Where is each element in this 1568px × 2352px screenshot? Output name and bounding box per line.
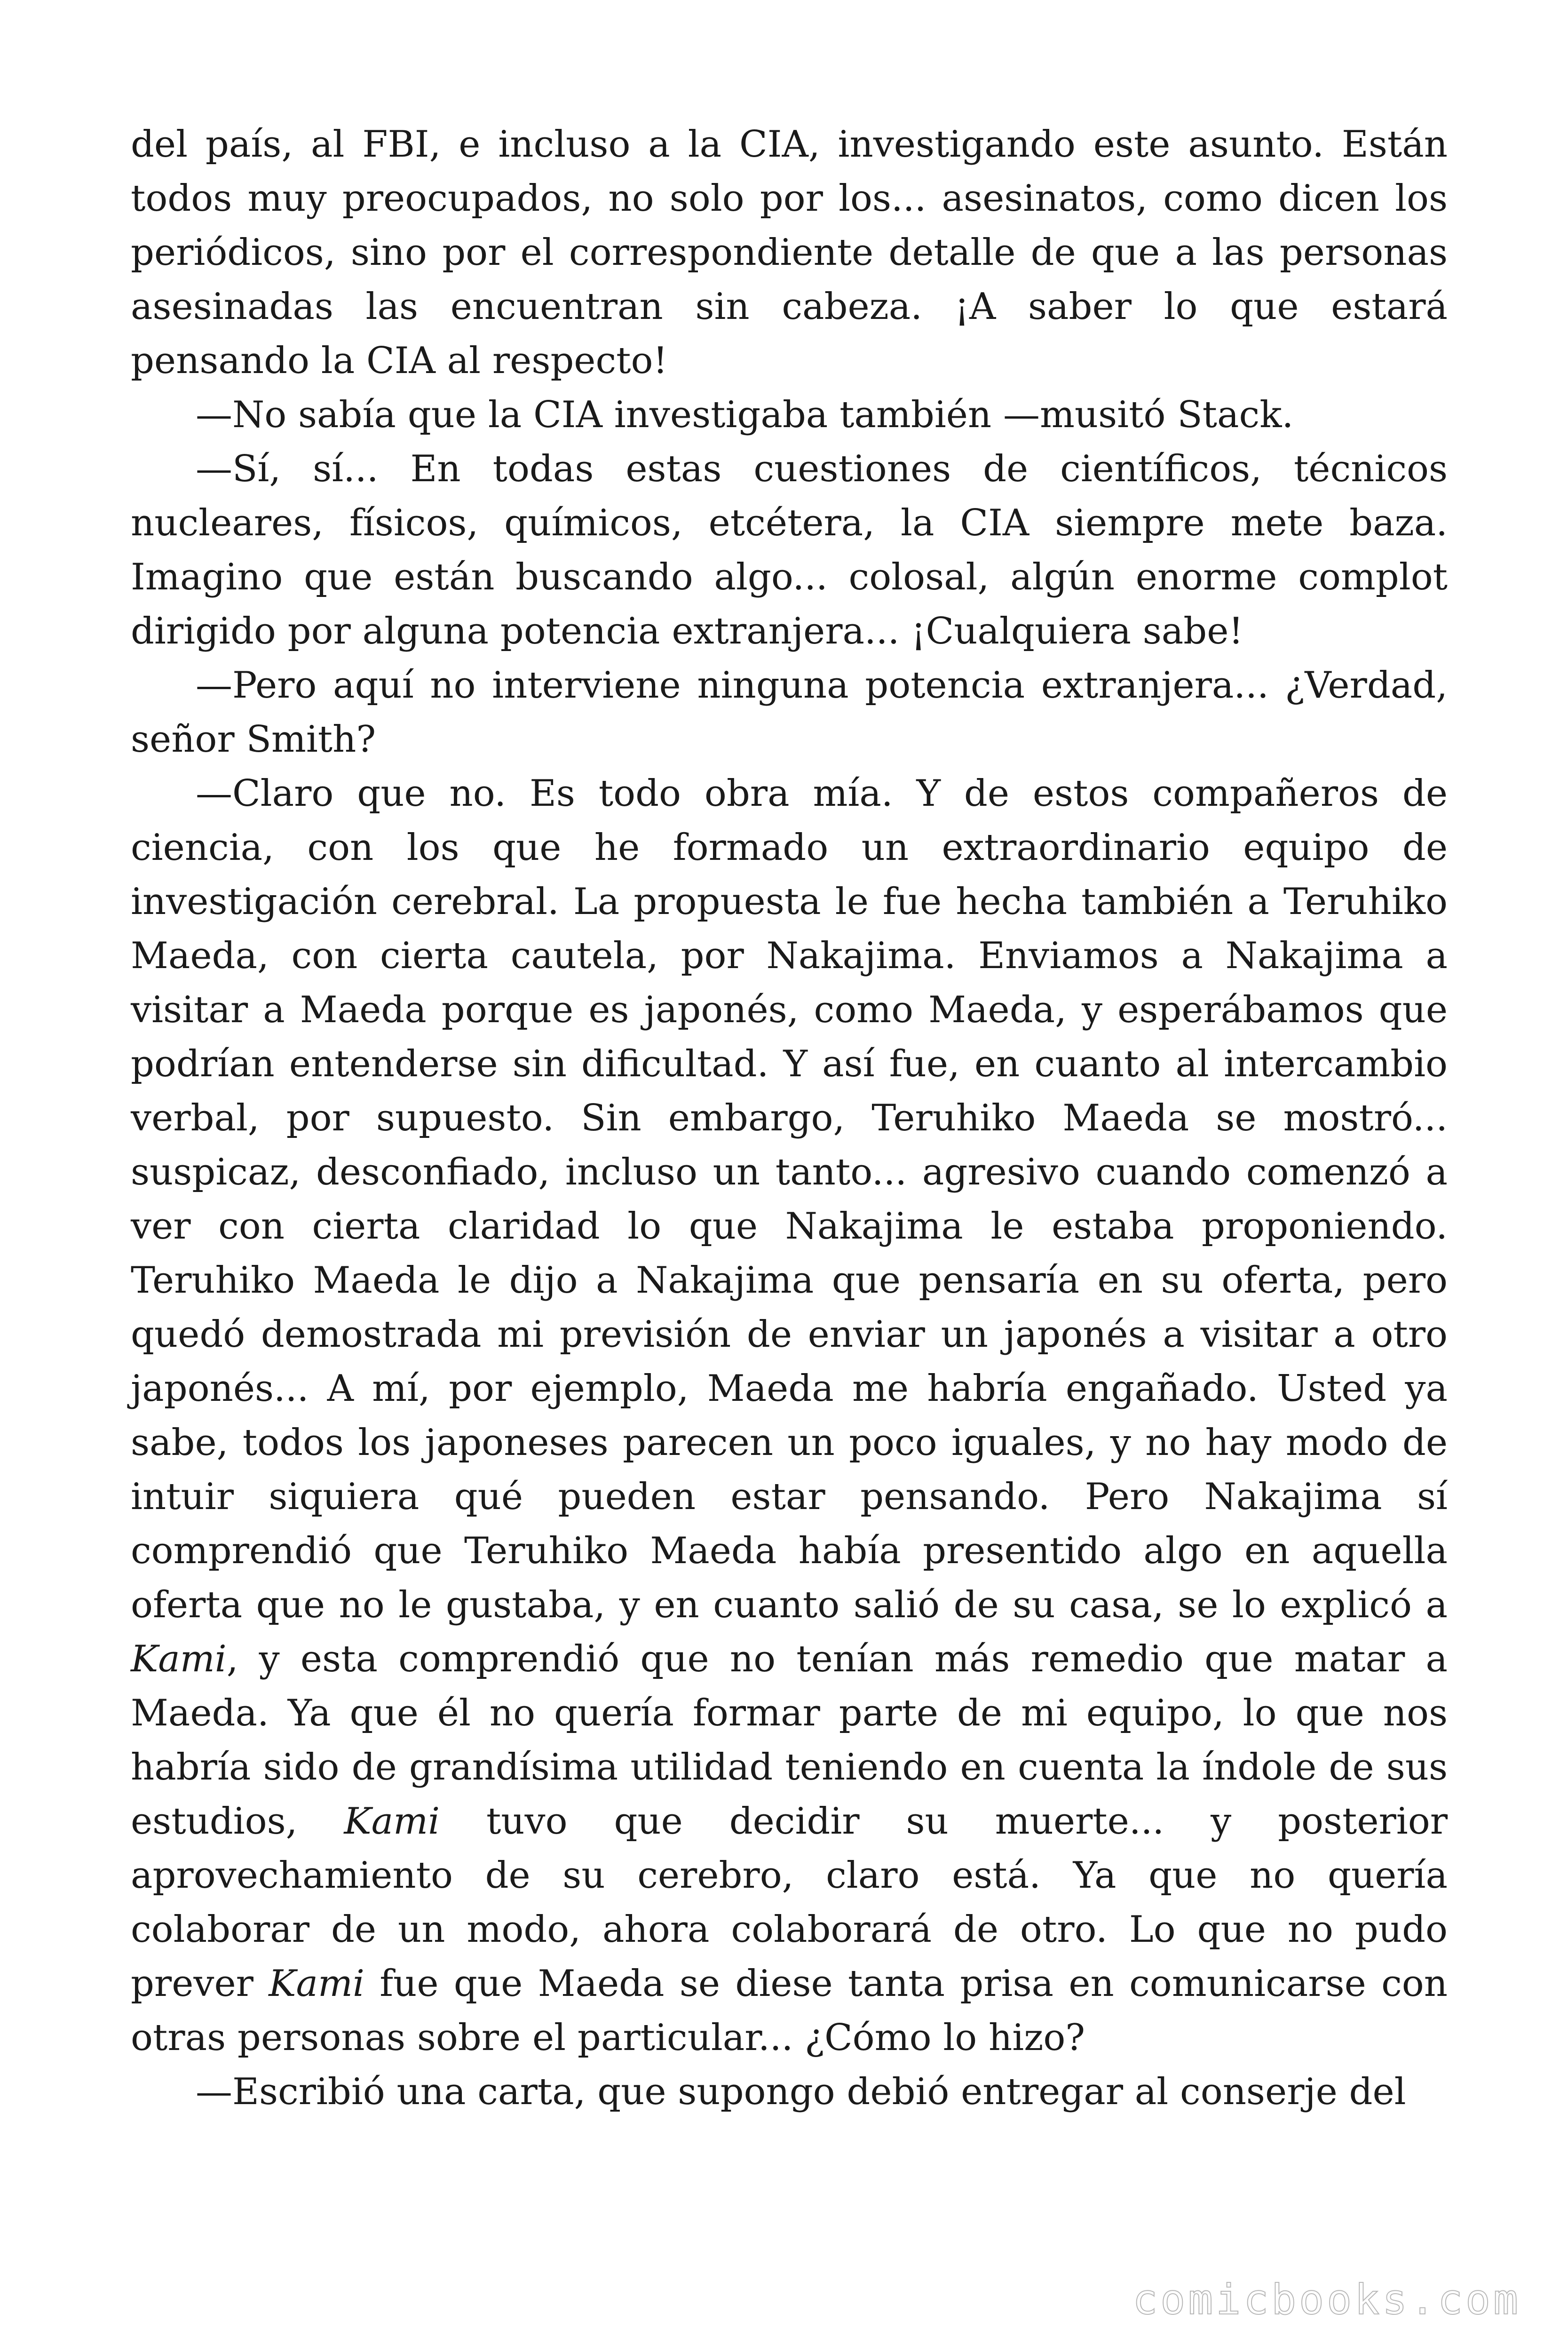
text-segment: —Pero aquí no interviene ninguna potencia extranjera... ¿Verdad, señor Smith?	[131, 664, 1448, 761]
italic-name-kami: Kami	[131, 1638, 227, 1680]
text-segment: —No sabía que la CIA investigaba también —musitó Stack.	[196, 394, 1294, 436]
text-segment: tuvo que decidir su muerte... y posterior aprovechamiento de su cerebro, claro está. Ya que no quería colaborar de un modo, ahora colaborará de otro. Lo que no pudo prever	[131, 1800, 1448, 2005]
text-segment: —Claro que no. Es todo obra mía. Y de estos compañeros de ciencia, con los que he formado un extraordinario equipo de investigación cerebral. La propuesta le fue hecha también a Teruhiko Maeda, con cierta cautela, por Nakajima. Enviamos a Nakajima a visitar a Maeda porque es japonés, como Maeda, y esperábamos que podrían entenderse sin dificultad. Y así fue, en cuanto al intercambio verbal, por supuesto. Sin embargo, Teruhiko Maeda se mostró... suspicaz, desconfiado, incluso un tanto... agresivo cuando comenzó a ver con cierta claridad lo que Nakajima le estaba proponiendo. Teruhiko Maeda le dijo a Nakajima que pensaría en su oferta, pero quedó demostrada mi previsión de enviar un japonés a visitar a otro japonés... A mí, por ejemplo, Maeda me habría engañado. Usted ya sabe, todos los japoneses parecen un poco iguales, y no hay modo de intuir siquiera qué pueden estar pensando. Pero Nakajima sí comprendió que Teruhiko Maeda había presentido algo en aquella oferta que no le gustaba, y en cuanto salió de su casa, se lo explicó a	[131, 772, 1448, 1626]
paragraph	[131, 118, 1448, 388]
text-segment: fue que Maeda se diese tanta prisa en comunicarse con otras personas sobre el particular... ¿Cómo lo hizo?	[131, 1963, 1448, 2059]
italic-name-kami: Kami	[269, 1963, 364, 2005]
text-segment: —Escribió una carta, que supongo debió entregar al conserje del	[196, 2071, 1406, 2113]
paragraph	[131, 659, 1448, 767]
text-segment: —Sí, sí... En todas estas cuestiones de científicos, técnicos nucleares, físicos, químicos, etcétera, la CIA siempre mete baza. Imagino que están buscando algo... colosal, algún enorme complot dirigido por alguna potencia extranjera... ¡Cualquiera sabe!	[131, 448, 1448, 652]
text-segment: , y esta comprendió que no tenían más remedio que matar a Maeda. Ya que él no quería formar parte de mi equipo, lo que nos habría sido de grandísima utilidad teniendo en cuenta la índole de sus estudios,	[131, 1638, 1448, 1843]
page-body-text	[131, 118, 1448, 2119]
text-segment: del país, al FBI, e incluso a la CIA, investigando este asunto. Están todos muy preocupados, no solo por los... asesinatos, como dicen los periódicos, sino por el correspondiente detalle de que a las personas asesinadas las encuentran sin cabeza. ¡A saber lo que estará pensando la CIA al respecto!	[131, 123, 1448, 382]
paragraph	[131, 767, 1448, 2065]
italic-name-kami: Kami	[344, 1800, 440, 1843]
watermark: comicbooks.com	[1132, 2275, 1521, 2324]
paragraph	[131, 388, 1448, 442]
paragraph	[131, 442, 1448, 659]
paragraph	[131, 2065, 1448, 2119]
